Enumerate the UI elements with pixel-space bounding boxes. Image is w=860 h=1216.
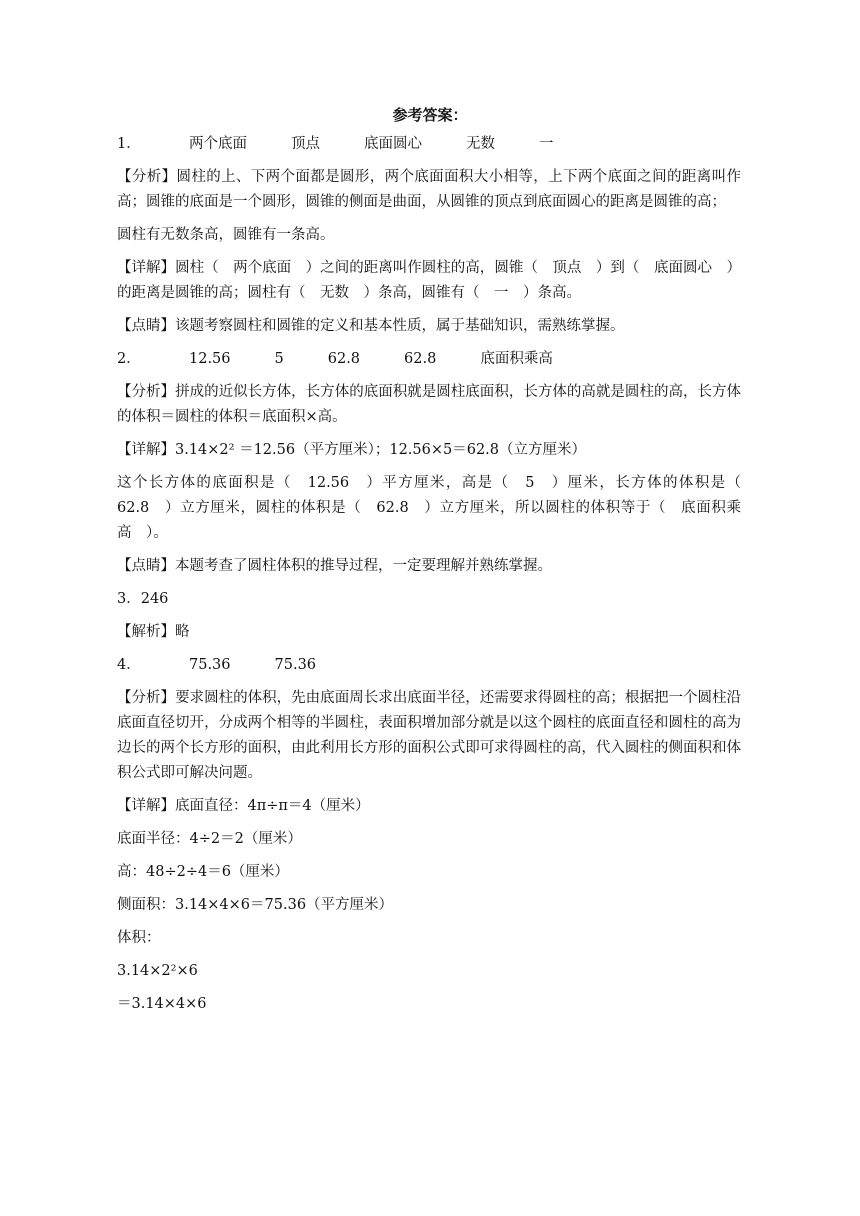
answer-content [117,132,756,1017]
q4-answer-line [117,653,741,678]
q1-detail-text: 圆柱（ 两个底面 ）之间的距离叫作圆柱的高，圆锥（ 顶点 ）到（ 底面圆心 ）的距离是圆锥的高；圆柱有（ 无数 ）条高，圆锥有（ 一 ）条高。 [117,260,742,301]
q4-line-radius: 底面半径：4÷2＝2（厘米） [117,831,302,847]
q1-analysis [117,165,741,215]
q2-detail-text: 3.14×2² ＝12.56（平方厘米）；12.56×5＝62.8（立方厘米） [175,442,587,458]
q4-detail-text: 底面直径：4π÷π＝4（厘米） [175,798,370,814]
q2-answer-2: 5 [274,351,284,367]
q3-answer: 246 [140,591,169,607]
q4-line-lateral-area: 侧面积：3.14×4×6＝75.36（平方厘米） [117,897,394,913]
q1-number: 1． [117,136,141,152]
q2-detail-2: 这个长方体的底面积是（ 12.56 ）平方厘米，高是（ 5 ）厘米，长方体的体积是（ 62.8 ）立方厘米，圆柱的体积是（ 62.8 ）立方厘米，所以圆柱的体积等于（ 底面积乘高 ）。 [117,475,756,541]
q1-detail-tag: 【详解】 [117,260,176,276]
q1-answer-5: 一 [539,136,554,152]
q4-detail [117,794,741,819]
q1-answer-2: 顶点 [291,136,320,152]
q2-detail [117,438,741,463]
q4-number: 4． [117,657,141,673]
q4-line-volume-step-2: ＝3.14×4×6 [117,996,207,1012]
q2-answer-5: 底面积乘高 [480,351,553,367]
q4-answer-2: 75.36 [274,657,317,673]
q1-analysis-tag: 【分析】 [117,169,177,185]
q3-analysis-text: 略 [175,624,190,640]
q3-analysis [117,620,741,645]
q3-analysis-tag: 【解析】 [117,624,175,640]
q4-detail-tag: 【详解】 [117,798,175,814]
q2-answer-3: 62.8 [327,351,361,367]
q1-comment [117,314,741,339]
q1-comment-tag: 【点睛】 [117,318,175,334]
q1-answer-4: 无数 [466,136,495,152]
q1-detail [117,256,741,306]
q2-analysis-tag: 【分析】 [117,384,176,400]
q1-answer-line [117,132,741,157]
q2-detail-tag: 【详解】 [117,442,175,458]
q1-answer-3: 底面圆心 [364,136,422,152]
q4-line-height: 高：48÷2÷4＝6（厘米） [117,864,289,880]
q2-answer-4: 62.8 [404,351,437,367]
q1-analysis-2: 圆柱有无数条高，圆锥有一条高。 [117,227,335,243]
q4-analysis-tag: 【分析】 [117,690,176,706]
q1-analysis-text: 圆柱的上、下两个面都是圆形，两个底面面积大小相等，上下两个底面之间的距离叫作高；圆锥的底面是一个圆形，圆锥的侧面是曲面，从圆锥的顶点到底面圆心的距离是圆锥的高； [117,169,742,210]
q2-comment [117,554,741,579]
q2-answer-line [117,347,741,372]
q2-comment-tag: 【点睛】 [117,558,175,574]
q4-answer-1: 75.36 [189,657,231,673]
q2-comment-text: 本题考查了圆柱体积的推导过程，一定要理解并熟练掌握。 [175,558,552,574]
q3-number: 3． [117,591,141,607]
q4-analysis [117,686,741,786]
q3-answer-line [117,587,741,612]
page-title: 参考答案： [392,106,468,124]
q2-number: 2． [117,351,141,367]
q4-line-volume-step-1: 3.14×2²×6 [117,963,198,979]
q1-answer-1: 两个底面 [189,136,247,152]
q2-answer-1: 12.56 [189,351,231,367]
q4-analysis-text: 要求圆柱的体积，先由底面周长求出底面半径，还需要求得圆柱的高；根据把一个圆柱沿底面直径切开，分成两个相等的半圆柱，表面积增加部分就是以这个圆柱的底面直径和圆柱的高为边长的两个长方形的面积，由此利用长方形的面积公式即可求得圆柱的高，代入圆柱的侧面积和体积公式即可解决问题。 [117,690,742,781]
q2-analysis [117,380,741,430]
q1-comment-text: 该题考察圆柱和圆锥的定义和基本性质，属于基础知识，需熟练掌握。 [175,318,625,334]
q4-line-volume-label: 体积： [117,930,161,946]
q2-analysis-text: 拼成的近似长方体，长方体的底面积就是圆柱底面积，长方体的高就是圆柱的高，长方体的体积＝圆柱的体积＝底面积×高。 [117,384,742,425]
